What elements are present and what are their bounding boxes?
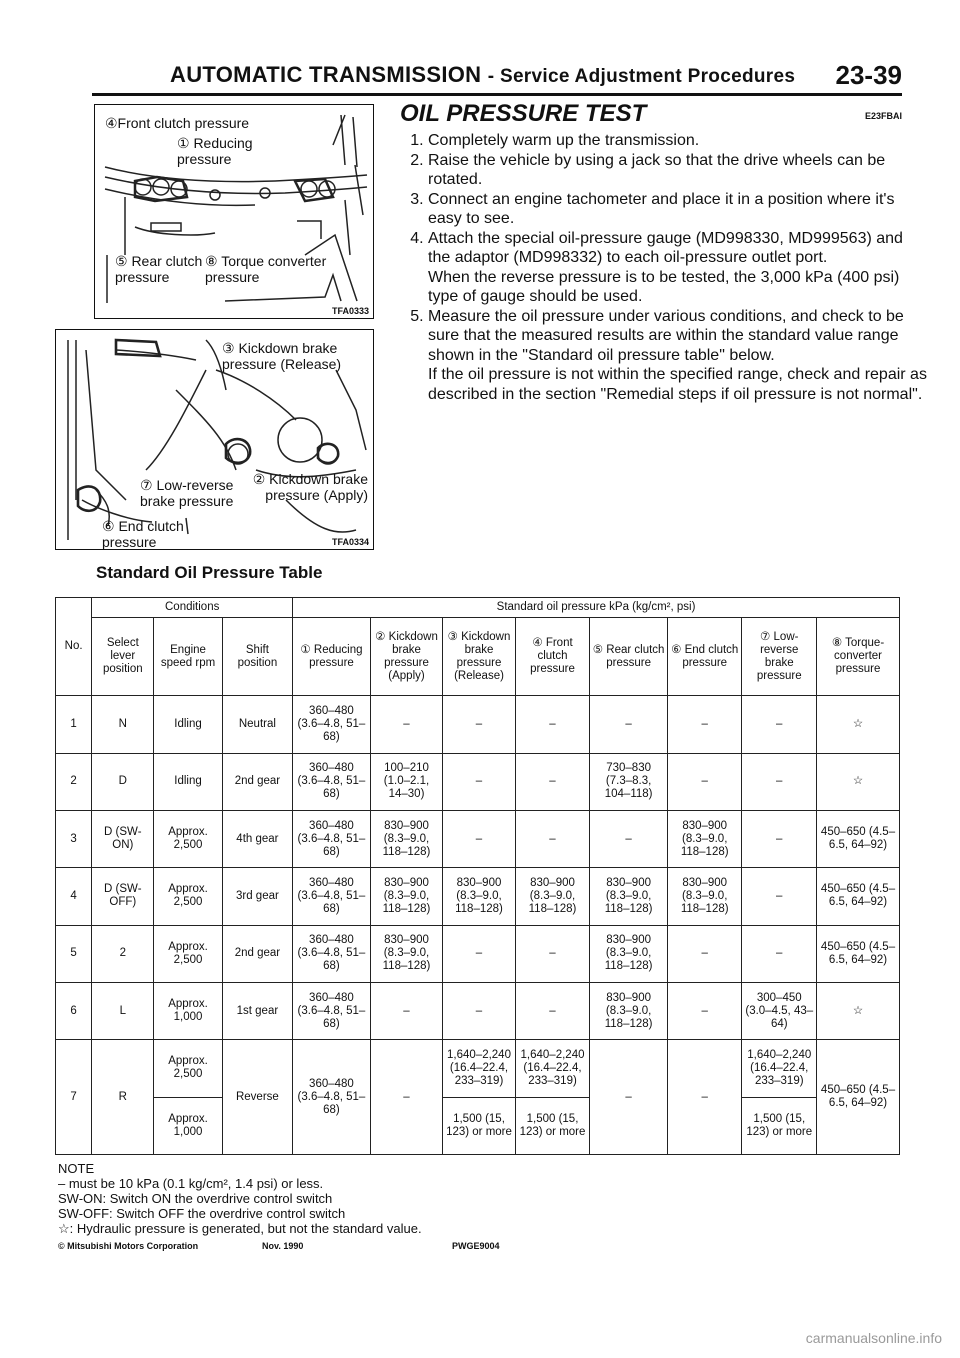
cell-engine: Approx. 2,500 <box>154 1040 222 1097</box>
cell-p7: – <box>742 925 817 982</box>
label-reducing: ① Reducing pressure <box>177 135 253 167</box>
cell-p6: 830–900 (8.3–9.0, 118–128) <box>667 868 742 925</box>
cell-engine: Approx. 1,000 <box>154 1097 222 1154</box>
cell-shift: Neutral <box>222 696 292 753</box>
cell-no: 5 <box>56 925 92 982</box>
cell-p8: ☆ <box>817 753 900 810</box>
figure-pressure-ports-lower <box>55 329 374 550</box>
cell-p2: 830–900 (8.3–9.0, 118–128) <box>370 868 442 925</box>
cell-select: L <box>92 982 154 1039</box>
cell-p7: – <box>742 753 817 810</box>
section-title: OIL PRESSURE TEST <box>400 100 647 127</box>
step-5-note: If the oil pressure is not within the specified range, check and repair as described in the section "Remedial steps if oil pressure is not normal". <box>428 366 927 403</box>
procedure-steps <box>398 131 928 404</box>
cell-p5: 830–900 (8.3–9.0, 118–128) <box>590 868 668 925</box>
cell-p5: – <box>590 696 668 753</box>
cell-p1: 360–480 (3.6–4.8, 51–68) <box>293 925 371 982</box>
note-line: SW-ON: Switch ON the overdrive control switch <box>58 1191 333 1206</box>
table-note <box>58 1161 422 1236</box>
watermark: carmanualsonline.info <box>805 1330 942 1346</box>
col-no-header: No. <box>56 598 92 696</box>
footer-date: Nov. 1990 <box>262 1241 304 1251</box>
cell-p7: – <box>742 810 817 867</box>
cell-p5: – <box>590 810 668 867</box>
footer-code: PWGE9004 <box>452 1241 500 1251</box>
running-header <box>170 62 795 88</box>
cell-no: 7 <box>56 1040 92 1155</box>
cell-p7: 300–450 (3.0–4.5, 43–64) <box>742 982 817 1039</box>
cell-p4: – <box>515 753 590 810</box>
step-2: 2. Raise the vehicle by using a jack so that the drive wheels can be rotated. <box>428 151 928 190</box>
conditions-group-header: Conditions <box>92 598 293 618</box>
label-kickdown-apply: ② Kickdown brake pressure (Apply) <box>252 471 368 503</box>
col-p8-header: ⑧ Torque-converter pressure <box>817 618 900 696</box>
cell-engine: Idling <box>154 753 222 810</box>
figure1-id: TFA0333 <box>331 306 369 316</box>
cell-p7: 1,500 (15, 123) or more <box>742 1097 817 1154</box>
cell-p7: 1,640–2,240 (16.4–22.4, 233–319) <box>742 1040 817 1097</box>
cell-select: D (SW-OFF) <box>92 868 154 925</box>
cell-p1: 360–480 (3.6–4.8, 51–68) <box>293 753 371 810</box>
table-header-row <box>56 618 900 696</box>
cell-p7: – <box>742 696 817 753</box>
step-3: 3. Connect an engine tachometer and place it in a position where it's easy to see. <box>428 190 928 229</box>
cell-p4: – <box>515 696 590 753</box>
note-line: – must be 10 kPa (0.1 kg/cm², 1.4 psi) or less. <box>58 1176 324 1191</box>
cell-p2: 100–210 (1.0–2.1, 14–30) <box>370 753 442 810</box>
cell-shift: 2nd gear <box>222 753 292 810</box>
table-row <box>56 1040 900 1097</box>
cell-p6: – <box>667 696 742 753</box>
table-row <box>56 982 900 1039</box>
cell-p4: – <box>515 925 590 982</box>
cell-p2: – <box>370 1040 442 1155</box>
cell-p6: – <box>667 753 742 810</box>
cell-p1: 360–480 (3.6–4.8, 51–68) <box>293 868 371 925</box>
step-1: 1. Completely warm up the transmission. <box>428 131 928 151</box>
step-4-note: When the reverse pressure is to be tested, the 3,000 kPa (400 psi) type of gauge should be used. <box>428 268 900 305</box>
cell-p8: ☆ <box>817 696 900 753</box>
cell-p2: 830–900 (8.3–9.0, 118–128) <box>370 810 442 867</box>
label-end-clutch: ⑥ End clutch pressure <box>102 518 184 550</box>
col-p4-header: ④ Front clutch pressure <box>515 618 590 696</box>
cell-p7: – <box>742 868 817 925</box>
cell-p8: 450–650 (4.5–6.5, 64–92) <box>817 868 900 925</box>
cell-p3: – <box>443 810 515 867</box>
table-row <box>56 1097 900 1154</box>
cell-engine: Approx. 1,000 <box>154 982 222 1039</box>
col-p2-header: ② Kickdown brake pressure (Apply) <box>370 618 442 696</box>
cell-engine: Approx. 2,500 <box>154 868 222 925</box>
cell-no: 6 <box>56 982 92 1039</box>
cell-p6: – <box>667 982 742 1039</box>
page-number: 23-39 <box>835 60 902 90</box>
cell-p3: 1,500 (15, 123) or more <box>443 1097 515 1154</box>
cell-p2: – <box>370 982 442 1039</box>
col-p3-header: ③ Kickdown brake pressure (Release) <box>443 618 515 696</box>
cell-select: N <box>92 696 154 753</box>
cell-p8: 450–650 (4.5–6.5, 64–92) <box>817 1040 900 1155</box>
footer-copyright: © Mitsubishi Motors Corporation <box>58 1241 199 1251</box>
col-select-header: Select lever position <box>92 618 154 696</box>
cell-p6: – <box>667 1040 742 1155</box>
cell-p1: 360–480 (3.6–4.8, 51–68) <box>293 982 371 1039</box>
col-engine-header: Engine speed rpm <box>154 618 222 696</box>
step-4-text: Attach the special oil-pressure gauge (MD998330, MD999563) and the adaptor (MD998332) to each oil-pressure outlet port. <box>428 229 903 266</box>
cell-p4: – <box>515 982 590 1039</box>
label-kickdown-release: ③ Kickdown brake pressure (Release) <box>222 340 342 372</box>
table-row <box>56 868 900 925</box>
cell-p8: ☆ <box>817 982 900 1039</box>
table-title: Standard Oil Pressure Table <box>96 563 323 582</box>
standard-group-header: Standard oil pressure kPa (kg/cm², psi) <box>293 598 900 618</box>
label-low-reverse: ⑦ Low-reverse brake pressure <box>140 477 234 509</box>
cell-p3: – <box>443 982 515 1039</box>
cell-p1: 360–480 (3.6–4.8, 51–68) <box>293 810 371 867</box>
cell-p1: 360–480 (3.6–4.8, 51–68) <box>293 1040 371 1155</box>
cell-no: 2 <box>56 753 92 810</box>
cell-p3: – <box>443 696 515 753</box>
cell-select: D <box>92 753 154 810</box>
cell-p6: 830–900 (8.3–9.0, 118–128) <box>667 810 742 867</box>
cell-p4: 1,500 (15, 123) or more <box>515 1097 590 1154</box>
cell-p3: 830–900 (8.3–9.0, 118–128) <box>443 868 515 925</box>
cell-p5: – <box>590 1040 668 1155</box>
section-code: E23FBAI <box>864 111 902 121</box>
step-5-text: Measure the oil pressure under various conditions, and check to be sure that the measured results are within the standard value range shown in the "Standard oil pressure table" below. <box>428 307 904 364</box>
table-row <box>56 810 900 867</box>
cell-p4: – <box>515 810 590 867</box>
table-row <box>56 925 900 982</box>
note-line: ☆: Hydraulic pressure is generated, but not the standard value. <box>58 1221 422 1236</box>
cell-p5: 830–900 (8.3–9.0, 118–128) <box>590 925 668 982</box>
step-5 <box>428 307 928 405</box>
col-p1-header: ① Reducing pressure <box>293 618 371 696</box>
table-body <box>56 696 900 1040</box>
note-line: SW-OFF: Switch OFF the overdrive control switch <box>58 1206 346 1221</box>
figure2-id: TFA0334 <box>331 537 369 547</box>
cell-engine: Idling <box>154 696 222 753</box>
cell-p6: – <box>667 925 742 982</box>
cell-no: 3 <box>56 810 92 867</box>
cell-p3: – <box>443 925 515 982</box>
figure-pressure-ports-upper <box>94 104 374 319</box>
col-p5-header: ⑤ Rear clutch pressure <box>590 618 668 696</box>
cell-select: R <box>92 1040 154 1155</box>
col-p6-header: ⑥ End clutch pressure <box>667 618 742 696</box>
cell-shift: Reverse <box>222 1040 292 1155</box>
step-4 <box>428 229 928 307</box>
cell-no: 1 <box>56 696 92 753</box>
cell-p5: 730–830 (7.3–8.3, 104–118) <box>590 753 668 810</box>
cell-p2: 830–900 (8.3–9.0, 118–128) <box>370 925 442 982</box>
note-title: NOTE <box>58 1161 95 1176</box>
cell-engine: Approx. 2,500 <box>154 925 222 982</box>
header-subtitle: - Service Adjustment Procedures <box>487 66 796 87</box>
cell-select: D (SW-ON) <box>92 810 154 867</box>
table-row <box>56 753 900 810</box>
cell-p2: – <box>370 696 442 753</box>
header-rule <box>92 93 902 96</box>
label-torque-converter: ⑧ Torque converter pressure <box>205 253 327 285</box>
label-rear-clutch: ⑤ Rear clutch pressure <box>115 253 203 285</box>
table-row <box>56 696 900 753</box>
header-title: AUTOMATIC TRANSMISSION <box>170 62 482 87</box>
oil-pressure-table <box>55 597 900 1155</box>
cell-shift: 3rd gear <box>222 868 292 925</box>
cell-p3: – <box>443 753 515 810</box>
col-shift-header: Shift position <box>222 618 292 696</box>
cell-select: 2 <box>92 925 154 982</box>
cell-p3: 1,640–2,240 (16.4–22.4, 233–319) <box>443 1040 515 1097</box>
cell-p1: 360–480 (3.6–4.8, 51–68) <box>293 696 371 753</box>
cell-p4: 1,640–2,240 (16.4–22.4, 233–319) <box>515 1040 590 1097</box>
col-p7-header: ⑦ Low-reverse brake pressure <box>742 618 817 696</box>
cell-no: 4 <box>56 868 92 925</box>
cell-p8: 450–650 (4.5–6.5, 64–92) <box>817 810 900 867</box>
table-group-header-row <box>56 598 900 618</box>
cell-p5: 830–900 (8.3–9.0, 118–128) <box>590 982 668 1039</box>
cell-engine: Approx. 2,500 <box>154 810 222 867</box>
cell-shift: 2nd gear <box>222 925 292 982</box>
cell-p4: 830–900 (8.3–9.0, 118–128) <box>515 868 590 925</box>
cell-shift: 4th gear <box>222 810 292 867</box>
cell-shift: 1st gear <box>222 982 292 1039</box>
label-front-clutch: ④Front clutch pressure <box>105 115 250 131</box>
cell-p8: 450–650 (4.5–6.5, 64–92) <box>817 925 900 982</box>
